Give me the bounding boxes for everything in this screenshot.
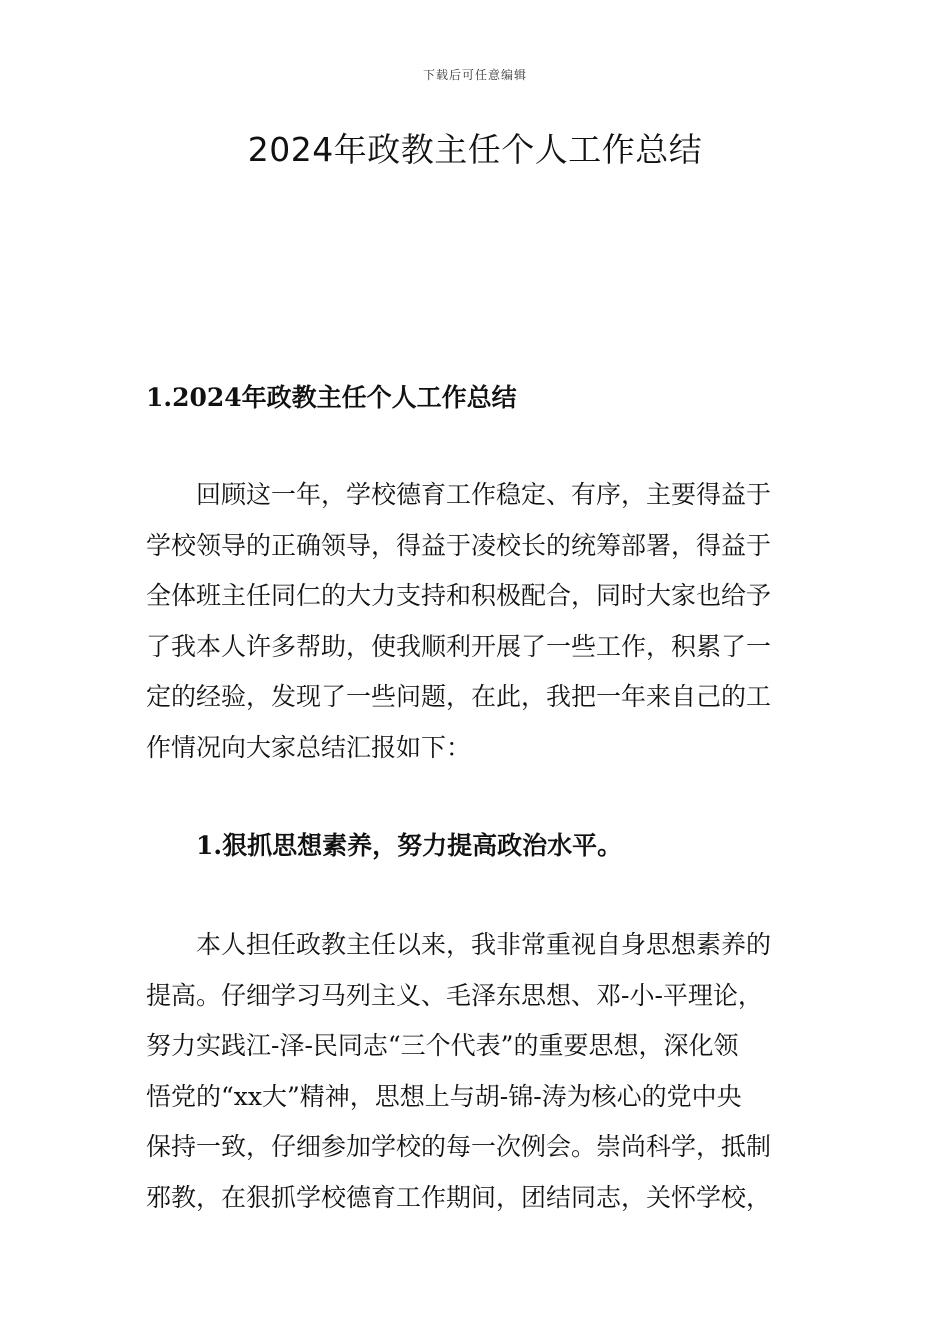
paragraph-line: 作情况向大家总结汇报如下： [146, 732, 472, 762]
paragraph-line: 全体班主任同仁的大力支持和积极配合，同时大家也给予 [146, 581, 772, 610]
paragraph-line: 学校领导的正确领导，得益于凌校长的统筹部署，得益于 [146, 530, 772, 560]
paragraph-line: 邪教，在狠抓学校德育工作期间，团结同志，关怀学校， [146, 1182, 772, 1212]
subheading: 1.狠抓思想素养，努力提高政治水平。 [196, 831, 623, 860]
paragraph-line: 提高。仔细学习马列主义、毛泽东思想、邓-小-平理论， [146, 980, 763, 1010]
section-heading: 1.2024年政教主任个人工作总结 [146, 383, 517, 412]
paragraph-line: 保持一致，仔细参加学校的每一次例会。崇尚科学，抵制 [146, 1132, 772, 1161]
paragraph-line: 回顾这一年，学校德育工作稳定、有序，主要得益于 [196, 480, 772, 509]
paragraph-line: 定的经验，发现了一些问题，在此，我把一年来自己的工 [146, 682, 772, 711]
document-title: 2024年政教主任个人工作总结 [247, 130, 703, 169]
paragraph-line: 悟党的“xx大”精神，思想上与胡-锦-涛为核心的党中央 [146, 1081, 742, 1111]
paragraph-intro [146, 470, 808, 773]
paragraph-thought [146, 920, 808, 1223]
paragraph-line: 本人担任政教主任以来，我非常重视自身思想素养的 [196, 930, 772, 959]
paragraph-line: 努力实践江-泽-民同志“三个代表”的重要思想，深化领 [146, 1031, 739, 1060]
paragraph-line: 了我本人许多帮助，使我顺利开展了一些工作，积累了一 [146, 631, 772, 661]
header-note: 下载后可任意编辑 [422, 68, 527, 82]
